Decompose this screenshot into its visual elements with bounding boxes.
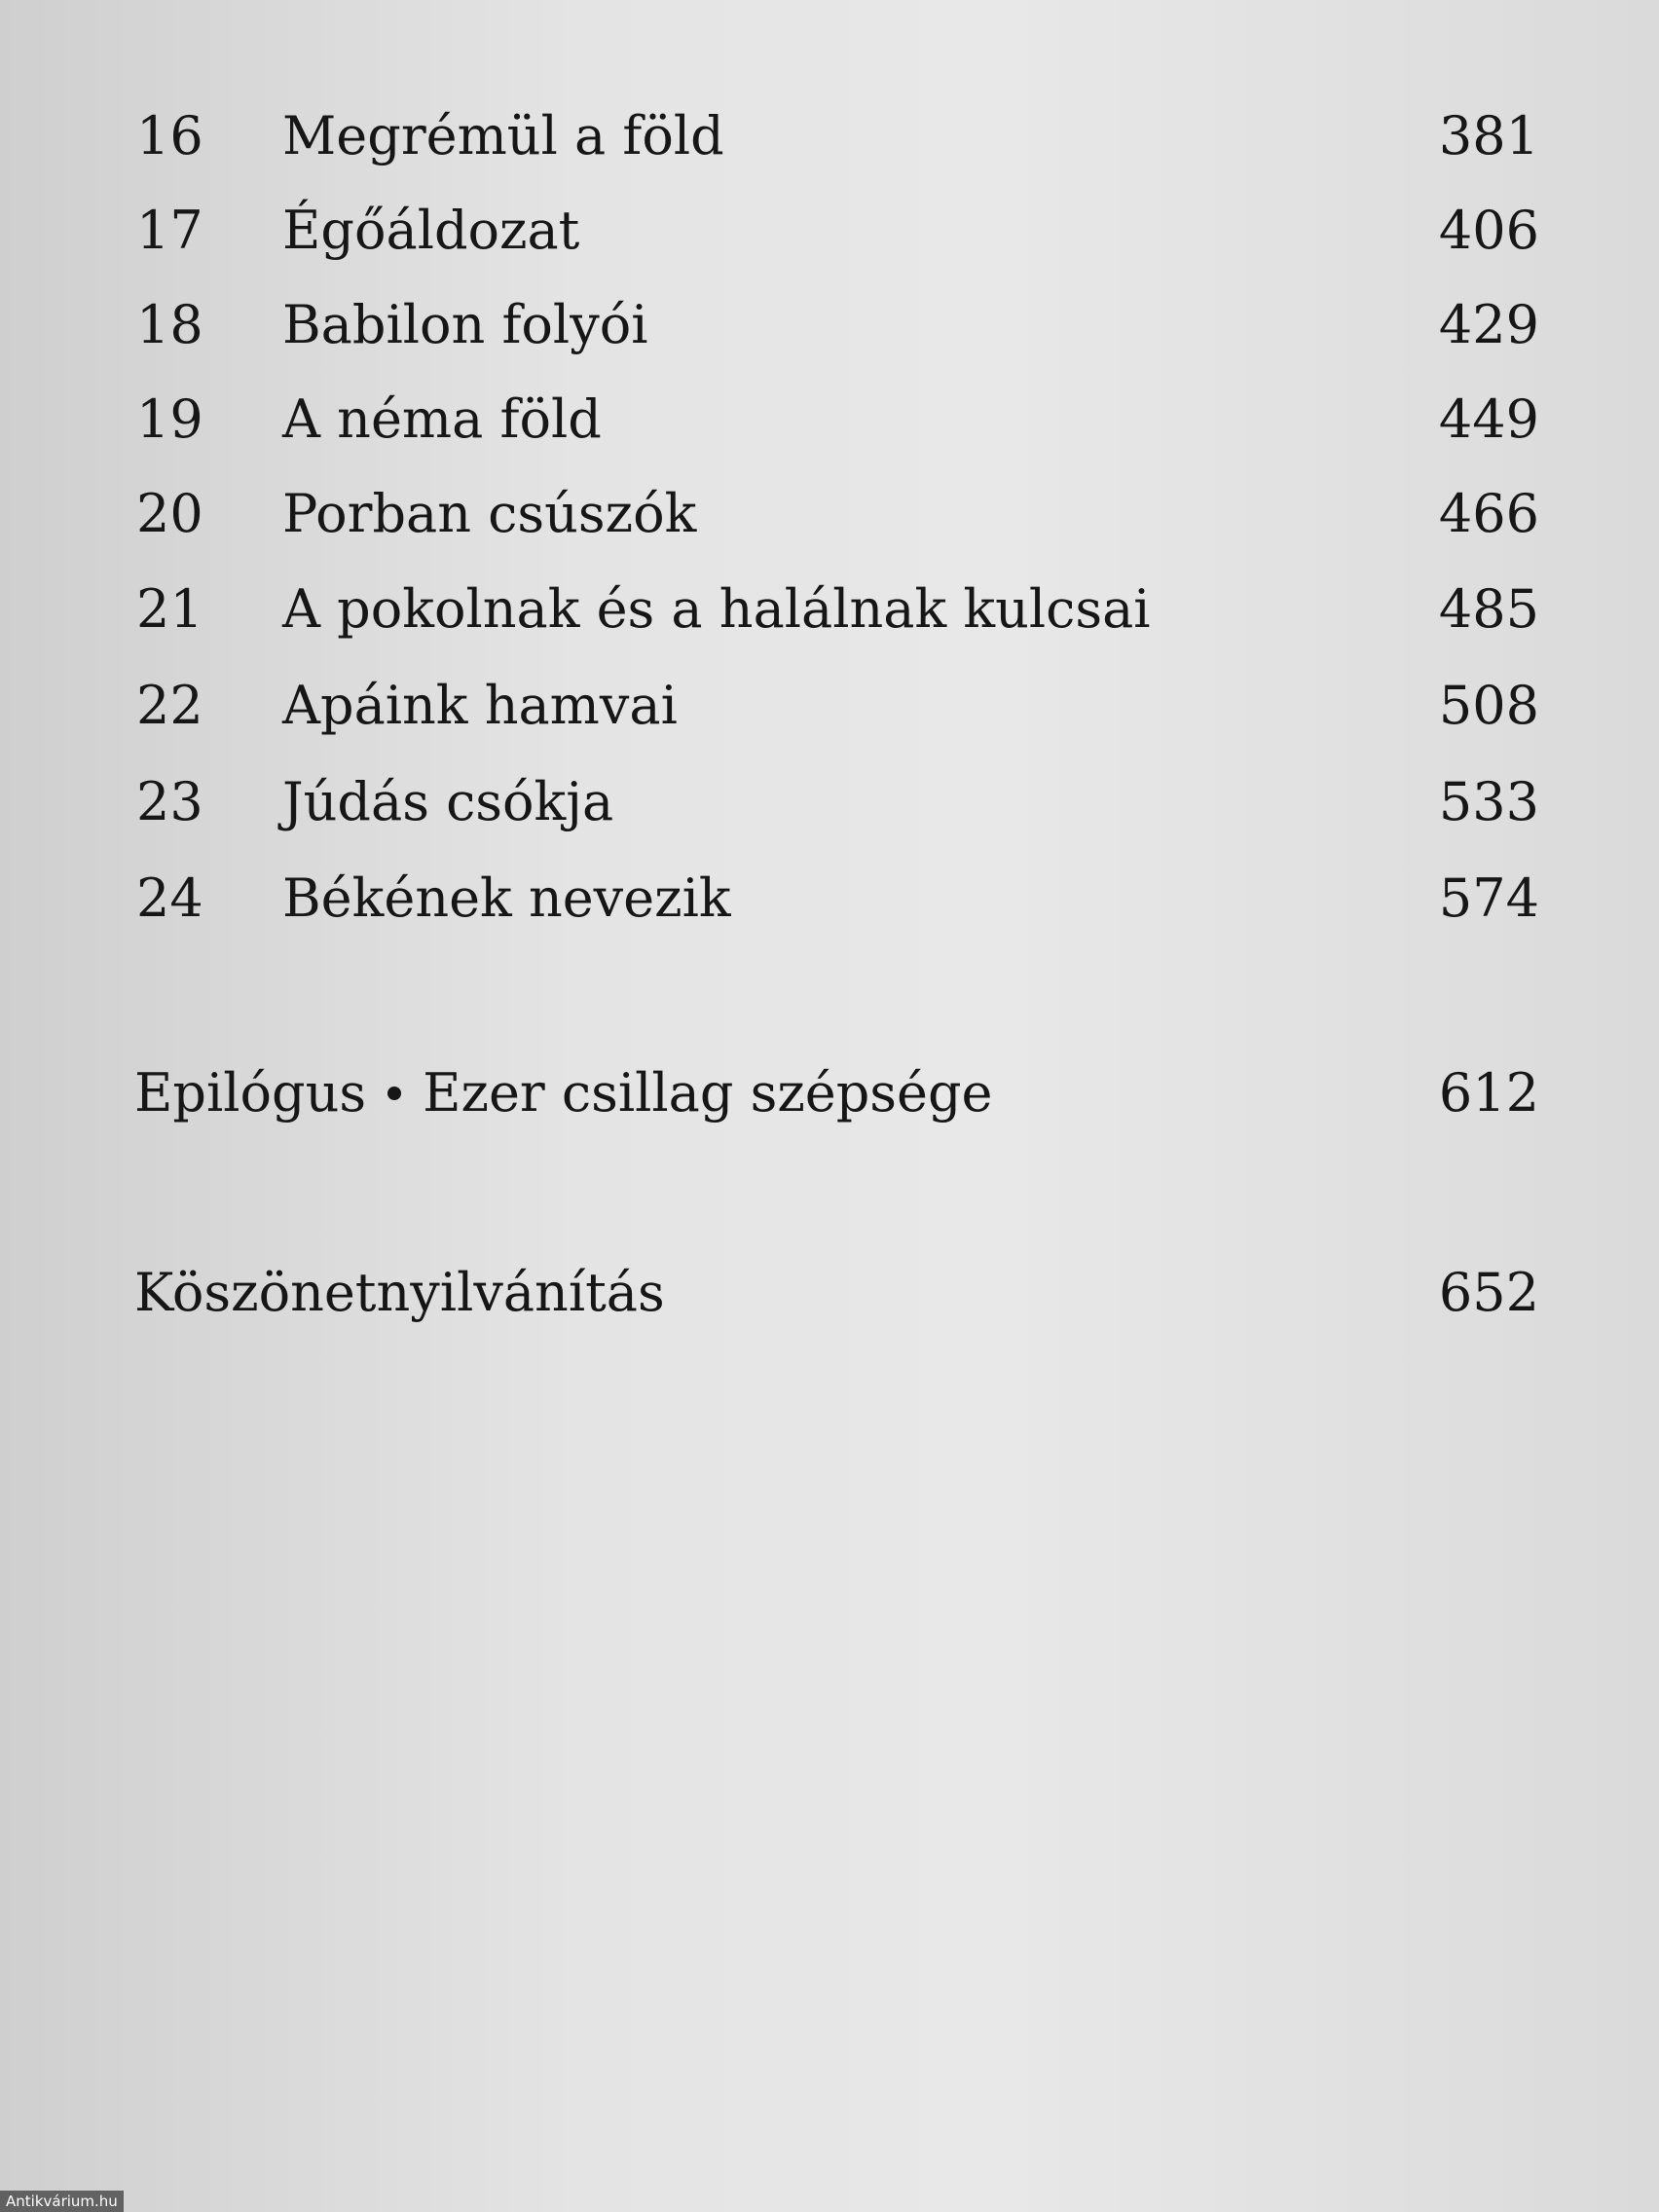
chapter-page: 466 xyxy=(1438,483,1539,544)
acknowledgements-title: Köszönetnyilvánítás xyxy=(134,1262,665,1323)
chapter-number: 22 xyxy=(136,675,203,736)
epilogue-page: 612 xyxy=(1438,1062,1539,1124)
toc-row xyxy=(0,566,1659,653)
acknowledgements-row xyxy=(0,1249,1659,1337)
chapter-title: Égőáldozat xyxy=(282,200,580,261)
toc-row xyxy=(0,470,1659,558)
chapter-page: 429 xyxy=(1438,294,1539,355)
chapter-title: Porban csúszók xyxy=(282,483,697,544)
chapter-title: Apáink hamvai xyxy=(282,675,678,736)
chapter-page: 406 xyxy=(1438,200,1539,261)
chapter-number: 20 xyxy=(136,483,203,544)
watermark: Antikvárium.hu xyxy=(0,2191,124,2212)
bullet-icon xyxy=(387,1087,401,1100)
chapter-page: 485 xyxy=(1438,578,1539,640)
epilogue-title: Ezer csillag szépsége xyxy=(423,1062,993,1124)
chapter-number: 19 xyxy=(136,388,203,450)
toc-row xyxy=(0,662,1659,750)
chapter-page: 574 xyxy=(1438,867,1539,929)
toc-row xyxy=(0,92,1659,180)
chapter-number: 18 xyxy=(136,294,203,355)
chapter-title: A néma föld xyxy=(282,388,602,450)
toc-row xyxy=(0,855,1659,942)
chapter-title: Babilon folyói xyxy=(282,294,648,355)
chapter-number: 23 xyxy=(136,771,203,832)
epilogue-label: Epilógus xyxy=(134,1062,367,1124)
toc-row xyxy=(0,281,1659,369)
toc-row xyxy=(0,758,1659,846)
chapter-title: A pokolnak és a halálnak kulcsai xyxy=(282,578,1151,640)
acknowledgements-page: 652 xyxy=(1438,1262,1539,1323)
chapter-page: 533 xyxy=(1438,771,1539,832)
chapter-number: 24 xyxy=(136,867,203,929)
chapter-number: 16 xyxy=(136,105,203,166)
chapter-page: 449 xyxy=(1438,388,1539,450)
chapter-title: Megrémül a föld xyxy=(282,105,724,166)
chapter-number: 17 xyxy=(136,200,203,261)
chapter-title: Júdás csókja xyxy=(282,771,614,832)
chapter-page: 381 xyxy=(1438,105,1539,166)
chapter-page: 508 xyxy=(1438,675,1539,736)
toc-row xyxy=(0,187,1659,275)
chapter-title: Békének nevezik xyxy=(282,867,731,929)
toc-row xyxy=(0,376,1659,463)
chapter-number: 21 xyxy=(136,578,203,640)
epilogue-row xyxy=(0,1050,1659,1137)
epilogue-title-group xyxy=(134,1050,993,1137)
